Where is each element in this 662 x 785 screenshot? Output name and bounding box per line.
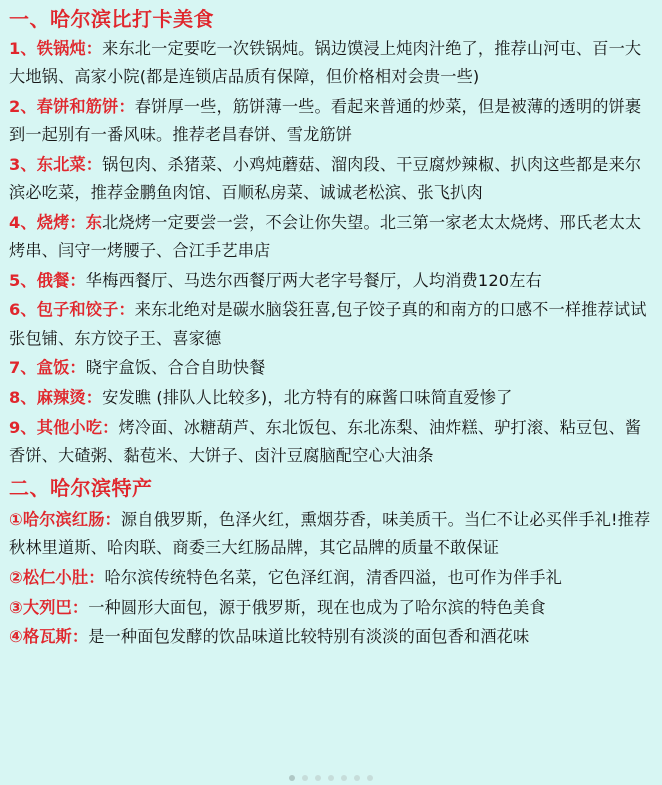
item-label: 5、俄餐： [9,270,86,290]
item-label: ①哈尔滨红肠： [9,510,121,530]
item-label: 3、东北菜： [9,154,103,174]
item-label: 1、铁锅炖： [9,39,103,58]
page-dot [367,775,373,781]
section-title-specialties: 二、哈尔滨特产 [9,476,153,501]
list-item [9,151,652,207]
item-label: ②松仁小肚： [9,567,105,587]
list-item [9,564,652,592]
item-label: 6、包子和饺子： [9,300,135,320]
section-title-food: 一、哈尔滨比打卡美食 [9,7,214,31]
item-text: 安发瞧 (排队人比较多)，北方特有的麻酱口味简直爱惨了 [102,387,513,407]
item-label: 7、盒饭： [9,358,86,378]
page-indicator [0,775,662,783]
item-text: 哈尔滨传统特色名菜，它色泽红润，清香四溢，也可作为伴手礼 [104,567,562,587]
list-item [9,296,652,352]
item-label: 2、春饼和筋饼： [9,96,135,116]
item-text: 晓宇盒饭、合合自助快餐 [85,358,266,378]
item-text: 华梅西餐厅、马迭尔西餐厅两大老字号餐厅，人均消费120左右 [85,270,542,290]
item-text: 北烧烤一定要尝一尝，不会让你失望。北三第一家老太太烧烤、邢氏老太太烤串、闫守一烤腰子、合江手艺串店 [9,212,642,260]
item-text: 一种圆形大面包，源于俄罗斯，现在也成为了哈尔滨的特色美食 [88,597,546,617]
page-dot [354,775,360,781]
item-label: ④格瓦斯： [9,627,89,647]
page-dot [289,775,295,781]
list-item [9,35,652,91]
item-text: 春饼厚一些，筋饼薄一些。看起来普通的炒菜，但是被薄的透明的饼裹到一起别有一番风味。推荐老昌春饼、雪龙筋饼 [9,96,642,145]
page-dot [315,775,321,781]
list-item [9,384,652,412]
item-label: 8、麻辣烫： [9,387,103,407]
item-label: 9、其他小吃： [9,417,119,437]
item-label: ③大列巴： [9,597,89,617]
list-item [9,93,652,149]
item-text: 锅包肉、杀猪菜、小鸡炖蘑菇、溜肉段、干豆腐炒辣椒、扒肉这些都是来尔滨必吃菜，推荐金鹏鱼肉馆、百顺私房菜、诚诚老松滨、张飞扒肉 [9,154,642,203]
page-dot [302,775,308,781]
list-item [9,267,652,295]
page-dot [328,775,334,781]
item-text: 来东北绝对是碳水脑袋狂喜,包子饺子真的和南方的口感不一样推荐试试张包铺、东方饺子王、喜家德 [9,300,647,348]
item-label: 4、烧烤：东 [9,212,103,232]
list-item [9,594,652,622]
list-item [9,506,652,562]
item-text: 是一种面包发酵的饮品味道比较特别有淡淡的面包香和酒花味 [88,627,530,647]
list-item [9,209,652,265]
list-item [9,354,652,382]
list-item [9,623,652,651]
item-text: 源自俄罗斯，色泽火红，熏烟芬香，味美质干。当仁不让必买伴手礼!推荐秋林里道斯、哈肉联、商委三大红肠品牌，其它品牌的质量不敢保证 [9,510,651,558]
page-dot [341,775,347,781]
list-item [9,414,652,470]
item-text: 烤冷面、冰糖葫芦、东北饭包、东北冻梨、油炸糕、驴打滚、粘豆包、酱香饼、大碴粥、黏苞米、大饼子、卤汁豆腐脑配空心大油条 [9,417,642,465]
item-text: 来东北一定要吃一次铁锅炖。锅边馍浸上炖肉汁绝了，推荐山河屯、百一大大地锅、高家小院(都是连锁店品质有保障，但价格相对会贵一些) [9,39,642,87]
